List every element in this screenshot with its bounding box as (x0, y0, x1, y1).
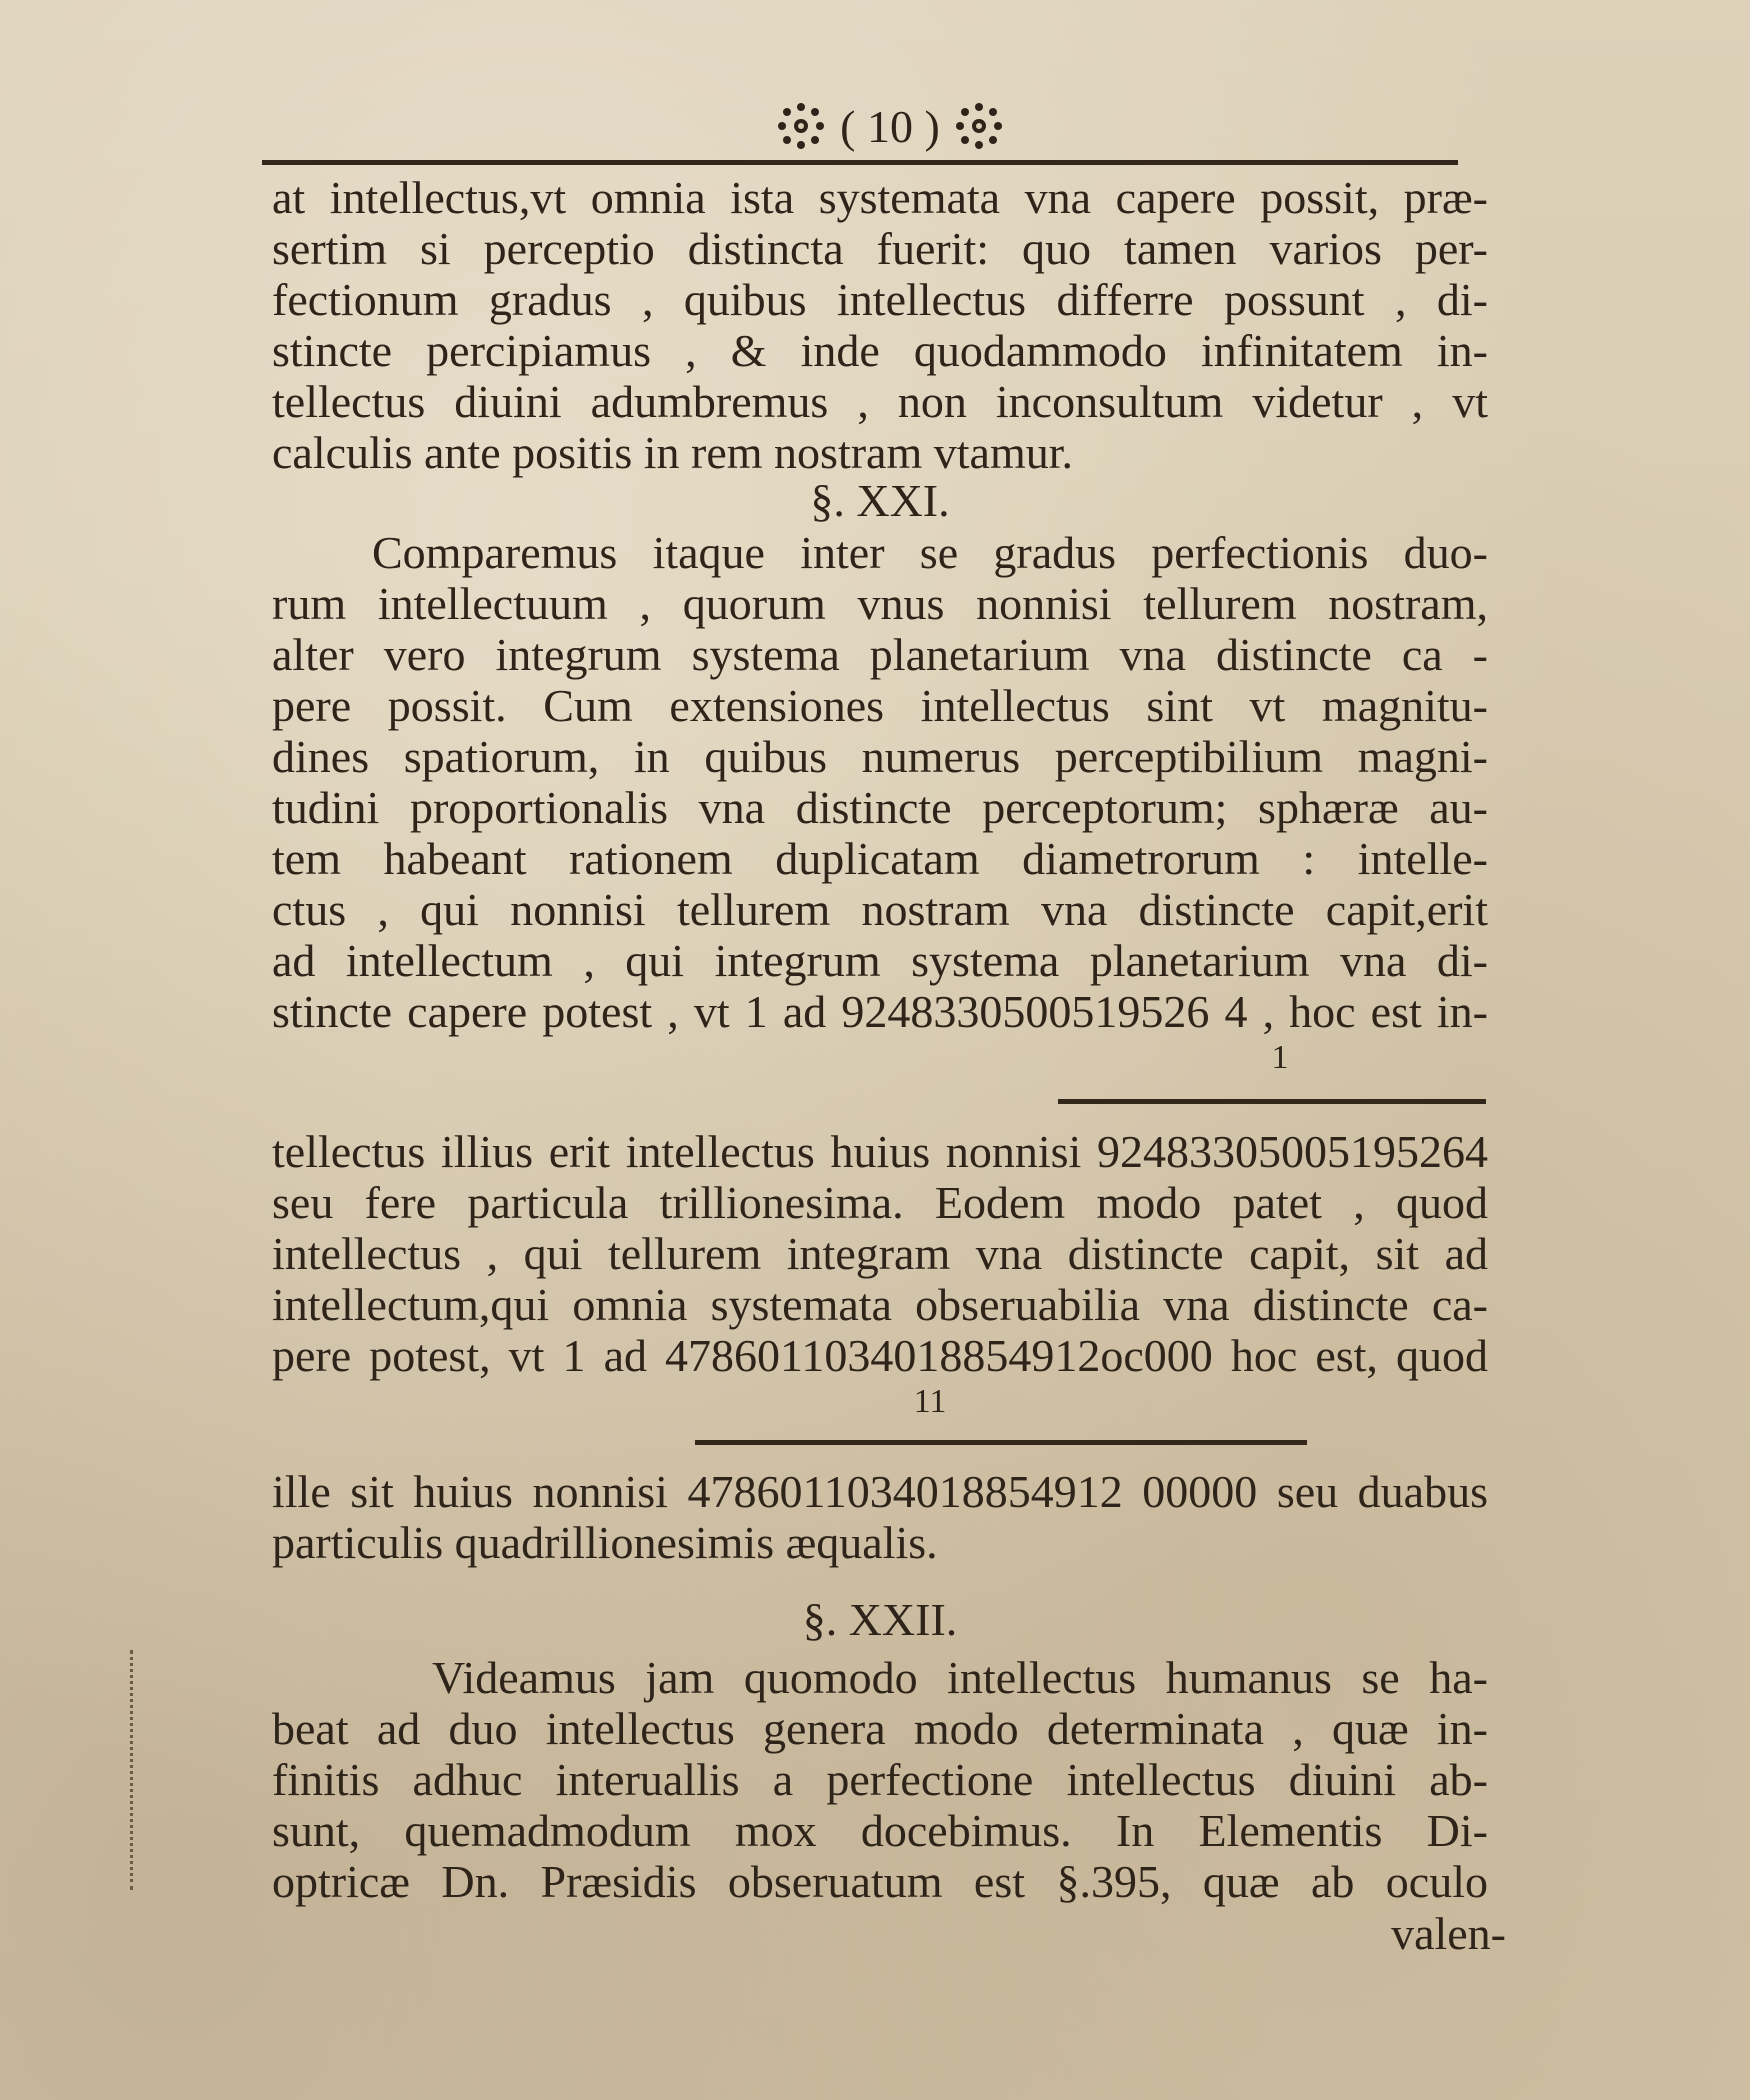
text-line: ille sit huius nonnisi 4786011034018854912 00000 seu duabus (272, 1466, 1488, 1517)
text-line: intellectus , qui tellurem integram vna distincte capit, sit ad (272, 1228, 1488, 1279)
text-line: rum intellectuum , quorum vnus nonnisi tellurem nostram, (272, 578, 1488, 629)
header-rule (262, 160, 1458, 165)
paragraph-22 (272, 1652, 1488, 1907)
page-header (740, 96, 1040, 156)
text-line: stincte percipiamus , & inde quodammodo infinitatem in- (272, 325, 1488, 376)
text-line: finitis adhuc interuallis a perfectione intellectus diuini ab- (272, 1754, 1488, 1805)
text-line: intellectum,qui omnia systemata obseruabilia vna distincte ca- (272, 1279, 1488, 1330)
text-line: calculis ante positis in rem nostram vtamur. (272, 427, 1074, 478)
paragraph-21 (272, 527, 1488, 1037)
paragraph-21-cont (272, 1126, 1488, 1381)
text-line: ctus , qui nonnisi tellurem nostram vna distincte capit,erit (272, 884, 1488, 935)
text-line: dines spatiorum, in quibus numerus perceptibilium magni- (272, 731, 1488, 782)
ornament-right-icon (954, 101, 1004, 151)
text-line: optricæ Dn. Præsidis obseruatum est §.395, quæ ab oculo (272, 1856, 1488, 1907)
text-line: tem habeant rationem duplicatam diametrorum : intelle- (272, 833, 1488, 884)
text-line: Videamus jam quomodo intellectus humanus se ha- (432, 1652, 1488, 1703)
fraction-bar-1 (1058, 1099, 1486, 1104)
text-line: particulis quadrillionesimis æqualis. (272, 1517, 938, 1568)
text-line: sunt, quemadmodum mox docebimus. In Elementis Di- (272, 1805, 1488, 1856)
text-line: ad intellectum , qui integrum systema planetarium vna di- (272, 935, 1488, 986)
ornament-left-icon (776, 101, 826, 151)
text-line: fectionum gradus , quibus intellectus differre possunt , di- (272, 274, 1488, 325)
section-heading-21: §. XXI. (810, 475, 950, 526)
text-line: seu fere particula trillionesima. Eodem modo patet , quod (272, 1177, 1488, 1228)
margin-smudge (130, 1650, 163, 1890)
text-line: pere potest, vt 1 ad 4786011034018854912oc000 hoc est, quod (272, 1330, 1488, 1381)
paragraph-21-end (272, 1466, 1488, 1568)
catchword: valen- (1391, 1908, 1506, 1959)
text-line: pere possit. Cum extensiones intellectus sint vt magnitu- (272, 680, 1488, 731)
text-line: tellectus diuini adumbremus , non inconsultum videtur , vt (272, 376, 1488, 427)
fraction-numerator-2: 11 (913, 1383, 947, 1420)
page-number: ( 10 ) (840, 100, 940, 152)
text-line: Comparemus itaque inter se gradus perfectionis duo- (372, 527, 1488, 578)
text-line: tellectus illius erit intellectus huius nonnisi 92483305005195264 (272, 1126, 1488, 1177)
fraction-bar-2 (695, 1440, 1307, 1445)
paragraph-continuation (272, 172, 1488, 478)
text-line: stincte capere potest , vt 1 ad 9248330500519526 4 , hoc est in- (272, 986, 1488, 1037)
text-line: sertim si perceptio distincta fuerit: quo tamen varios per- (272, 223, 1488, 274)
text-line: at intellectus,vt omnia ista systemata vna capere possit, præ- (272, 172, 1488, 223)
fraction-numerator-1: 1 (1271, 1039, 1289, 1076)
text-line: alter vero integrum systema planetarium vna distincte ca - (272, 629, 1488, 680)
text-line: tudini proportionalis vna distincte perceptorum; sphæræ au- (272, 782, 1488, 833)
text-line: beat ad duo intellectus genera modo determinata , quæ in- (272, 1703, 1488, 1754)
section-heading-22: §. XXII. (802, 1594, 958, 1645)
